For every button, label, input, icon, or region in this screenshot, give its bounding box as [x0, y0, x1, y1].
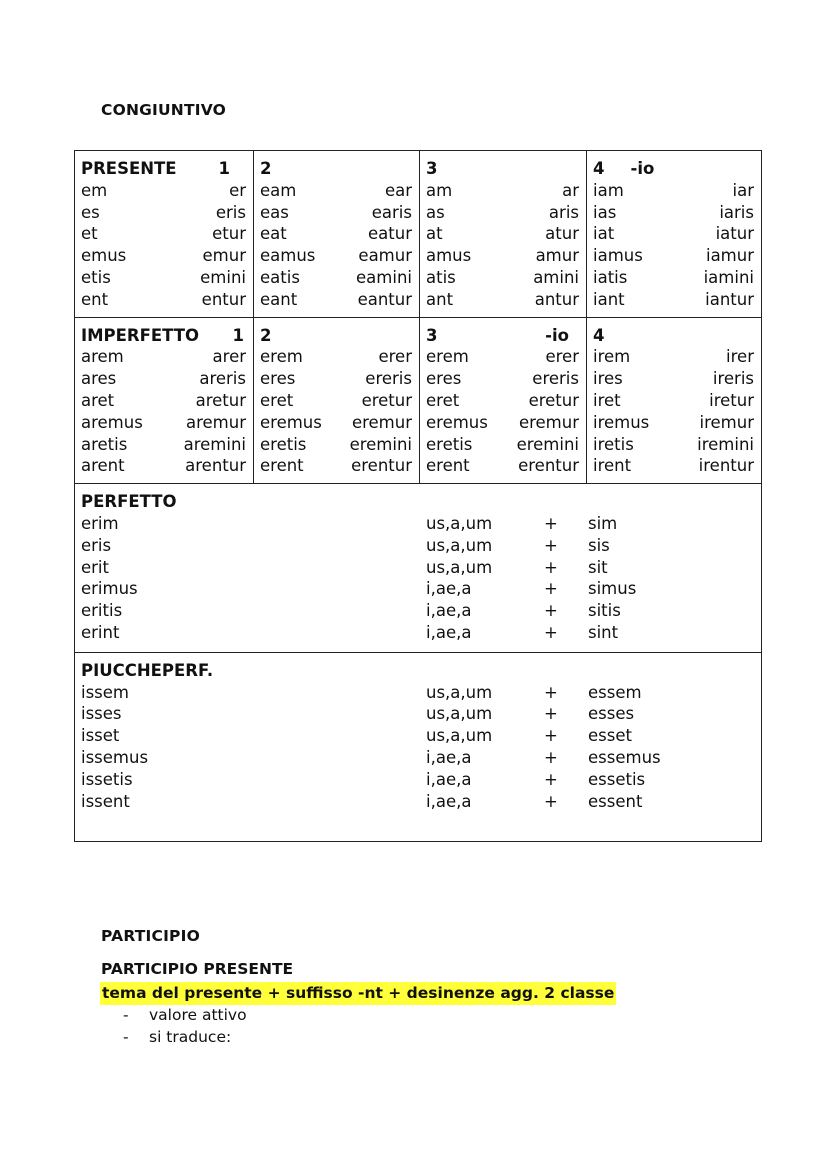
ending-row — [260, 346, 414, 368]
ending-row — [426, 289, 581, 311]
plus-sign: + — [544, 682, 558, 702]
plus-sign: + — [544, 791, 558, 811]
passive-ending: etur — [212, 224, 246, 244]
active-ending: eas — [260, 202, 289, 222]
ending-row — [81, 289, 248, 311]
present-cell-4 — [587, 151, 762, 318]
ending: issem — [81, 682, 130, 702]
ending: erim — [81, 513, 119, 533]
active-ending: emus — [81, 246, 127, 266]
passive-ending: iantur — [705, 289, 754, 309]
participle-ending: i,ae,a — [426, 601, 472, 621]
ending-row — [81, 600, 756, 622]
ending-row — [426, 245, 581, 267]
passive-ending: eremur — [518, 412, 579, 432]
ending-row — [426, 368, 581, 390]
ending-row — [81, 202, 248, 224]
ending-row — [593, 390, 756, 412]
passive-ending: erer — [545, 347, 579, 367]
auxiliary-form: esses — [588, 704, 635, 724]
ending-row — [260, 202, 414, 224]
conjugation-number: 3 — [426, 325, 438, 345]
cell-header — [593, 325, 756, 347]
io-label: -io — [630, 159, 655, 178]
active-ending: ias — [593, 202, 617, 222]
active-ending: eamus — [260, 246, 316, 266]
present-cell-1 — [75, 151, 254, 318]
auxiliary-form: simus — [588, 579, 637, 599]
ending-row — [81, 223, 248, 245]
participle-ending: us,a,um — [426, 682, 493, 702]
active-ending: ires — [593, 369, 623, 389]
active-ending: es — [81, 202, 100, 222]
active-ending: eretis — [260, 434, 307, 454]
participle-ending: i,ae,a — [426, 579, 472, 599]
ending-row — [260, 368, 414, 390]
cell-header — [260, 158, 414, 180]
active-ending: irem — [593, 347, 631, 367]
passive-ending: areris — [199, 369, 246, 389]
section-title-conjunctive: CONGIUNTIVO — [101, 101, 227, 119]
ending: isses — [81, 704, 122, 724]
passive-ending: er — [229, 180, 246, 200]
ending-row — [593, 455, 756, 477]
active-ending: eret — [426, 390, 460, 410]
plus-sign: + — [544, 622, 558, 642]
bullet-dash: - — [123, 1006, 129, 1024]
ending-row — [426, 267, 581, 289]
conjugation-number: 3 — [426, 159, 438, 178]
ending-row — [426, 346, 581, 368]
active-ending: etis — [81, 267, 111, 287]
ending-row — [81, 557, 756, 579]
passive-ending: ereris — [365, 369, 412, 389]
auxiliary-form: sitis — [588, 601, 621, 621]
passive-ending: erentur — [351, 456, 412, 476]
ending-row — [593, 368, 756, 390]
passive-ending: arentur — [185, 456, 246, 476]
passive-ending: eris — [215, 202, 246, 222]
passive-ending: iretur — [709, 390, 754, 410]
ending-row — [426, 223, 581, 245]
passive-ending: iatur — [715, 224, 754, 244]
auxiliary-form: essent — [588, 791, 643, 811]
active-ending: iamus — [593, 246, 643, 266]
active-ending: ares — [81, 369, 117, 389]
active-ending: eres — [260, 369, 296, 389]
plus-sign: + — [544, 769, 558, 789]
ending: eris — [81, 535, 112, 555]
imperfect-cell-2 — [254, 317, 420, 484]
participle-ending: us,a,um — [426, 535, 493, 555]
ending-row — [81, 513, 756, 535]
active-ending: amus — [426, 246, 472, 266]
passive-ending: emini — [200, 267, 246, 287]
auxiliary-form: sint — [588, 622, 619, 642]
ending-row — [81, 769, 756, 791]
ending: eritis — [81, 601, 123, 621]
participle-ending: i,ae,a — [426, 791, 472, 811]
passive-ending: irentur — [698, 456, 754, 476]
passive-ending: aremur — [186, 412, 246, 432]
active-ending: aret — [81, 390, 115, 410]
ending-row — [593, 434, 756, 456]
active-ending: ant — [426, 289, 454, 309]
list-item — [101, 1026, 247, 1048]
cell-header — [81, 325, 248, 347]
passive-ending: amur — [535, 246, 579, 266]
passive-ending: eremur — [351, 412, 412, 432]
pluperfect-row — [75, 652, 762, 842]
tense-label: IMPERFETTO — [81, 325, 200, 345]
perfect-cell — [75, 484, 762, 653]
passive-ending: iamur — [705, 246, 754, 266]
passive-ending: eantur — [357, 289, 412, 309]
passive-ending: eamur — [358, 246, 412, 266]
ending-row — [426, 180, 581, 202]
active-ending: iatis — [593, 267, 628, 287]
auxiliary-form: sit — [588, 557, 608, 577]
participle-formula-highlight: tema del presente + suffisso -nt + desinenze agg. 2 classe — [100, 982, 616, 1005]
ending-row — [426, 390, 581, 412]
active-ending: iant — [593, 289, 625, 309]
ending-row — [81, 747, 756, 769]
plus-sign: + — [544, 747, 558, 767]
perfect-row — [75, 484, 762, 653]
active-ending: at — [426, 224, 443, 244]
passive-ending: iaris — [719, 202, 754, 222]
auxiliary-form: sim — [588, 513, 618, 533]
plus-sign: + — [544, 557, 558, 577]
conjugation-number: 2 — [260, 325, 272, 345]
conjugation-number: 1 — [218, 159, 230, 178]
imperfect-row — [75, 317, 762, 484]
active-ending: arem — [81, 347, 124, 367]
passive-ending: iamini — [703, 267, 754, 287]
ending-row — [81, 703, 756, 725]
tense-label: PIUCCHEPERF. — [81, 660, 214, 680]
active-ending: atis — [426, 267, 456, 287]
active-ending: erem — [260, 347, 303, 367]
active-ending: eatis — [260, 267, 300, 287]
ending-row — [81, 622, 756, 644]
ending-row — [81, 412, 248, 434]
active-ending: iremus — [593, 412, 650, 432]
passive-ending: erer — [378, 347, 412, 367]
auxiliary-form: essemus — [588, 747, 661, 767]
ending-row — [81, 725, 756, 747]
ending-row — [593, 346, 756, 368]
auxiliary-form: sis — [588, 535, 610, 555]
plus-sign: + — [544, 513, 558, 533]
passive-ending: eatur — [368, 224, 412, 244]
active-ending: iretis — [593, 434, 634, 454]
passive-ending: eamini — [356, 267, 412, 287]
ending-row — [260, 390, 414, 412]
pluperfect-cell — [75, 652, 762, 842]
passive-ending: earis — [371, 202, 412, 222]
ending-row — [260, 434, 414, 456]
ending-row — [593, 180, 756, 202]
passive-ending: eremini — [516, 434, 579, 454]
ending-row — [260, 412, 414, 434]
active-ending: erem — [426, 347, 469, 367]
plus-sign: + — [544, 726, 558, 746]
list-item — [101, 1004, 247, 1026]
active-ending: irent — [593, 456, 632, 476]
active-ending: eam — [260, 180, 297, 200]
ending: erit — [81, 557, 109, 577]
passive-ending: aremini — [183, 434, 246, 454]
present-cell-2 — [254, 151, 420, 318]
imperfect-cell-4 — [587, 317, 762, 484]
plus-sign: + — [544, 601, 558, 621]
ending: issemus — [81, 747, 149, 767]
ending-row — [81, 346, 248, 368]
cell-header — [426, 158, 581, 180]
tense-label: PERFETTO — [81, 492, 177, 512]
ending: erint — [81, 622, 120, 642]
ending-row — [426, 412, 581, 434]
participle-ending: us,a,um — [426, 704, 493, 724]
ending-row — [593, 202, 756, 224]
auxiliary-form: essem — [588, 682, 642, 702]
cell-header — [426, 325, 581, 347]
ending-row — [81, 535, 756, 557]
conjugation-number: 4 — [593, 325, 605, 345]
conjugation-number: 1 — [232, 325, 244, 345]
ending-row — [260, 455, 414, 477]
active-ending: erent — [260, 456, 304, 476]
participle-ending: us,a,um — [426, 557, 493, 577]
active-ending: arent — [81, 456, 125, 476]
ending-row — [260, 245, 414, 267]
ending-row — [81, 682, 756, 704]
imperfect-cell-3 — [420, 317, 587, 484]
passive-ending: aretur — [195, 390, 246, 410]
participle-ending: us,a,um — [426, 726, 493, 746]
active-ending: et — [81, 224, 98, 244]
tense-label: PRESENTE — [81, 159, 177, 178]
active-ending: eres — [426, 369, 462, 389]
passive-ending: aris — [548, 202, 579, 222]
imperfect-cell-1 — [75, 317, 254, 484]
passive-ending: eremini — [349, 434, 412, 454]
active-ending: eretis — [426, 434, 473, 454]
passive-ending: iremini — [697, 434, 754, 454]
ending-row — [260, 289, 414, 311]
participle-ending: us,a,um — [426, 513, 493, 533]
participle-ending: i,ae,a — [426, 622, 472, 642]
active-ending: eret — [260, 390, 294, 410]
ending: issetis — [81, 769, 133, 789]
ending-row — [593, 267, 756, 289]
ending-row — [426, 455, 581, 477]
active-ending: iret — [593, 390, 621, 410]
active-ending: ent — [81, 289, 109, 309]
list-item-text: valore attivo — [149, 1006, 247, 1024]
active-ending: em — [81, 180, 108, 200]
participle-subtitle: PARTICIPIO PRESENTE — [101, 960, 294, 978]
passive-ending: antur — [534, 289, 579, 309]
plus-sign: + — [544, 704, 558, 724]
passive-ending: iremur — [699, 412, 754, 432]
ending-row — [593, 223, 756, 245]
active-ending: iat — [593, 224, 615, 244]
active-ending: am — [426, 180, 453, 200]
participle-ending: i,ae,a — [426, 769, 472, 789]
passive-ending: atur — [545, 224, 579, 244]
conjugation-number: 4 — [593, 159, 605, 178]
ending-row — [81, 180, 248, 202]
passive-ending: amini — [533, 267, 579, 287]
ending: erimus — [81, 579, 138, 599]
passive-ending: ireris — [712, 369, 754, 389]
passive-ending: ear — [384, 180, 412, 200]
auxiliary-form: esset — [588, 726, 632, 746]
passive-ending: arer — [212, 347, 246, 367]
cell-header — [81, 158, 248, 180]
participle-notes-list — [101, 1004, 247, 1048]
active-ending: eremus — [426, 412, 488, 432]
auxiliary-form: essetis — [588, 769, 646, 789]
plus-sign: + — [544, 579, 558, 599]
active-ending: aretis — [81, 434, 128, 454]
ending-row — [260, 223, 414, 245]
passive-ending: ar — [562, 180, 579, 200]
conjugation-number: 2 — [260, 159, 272, 178]
ending-row — [593, 412, 756, 434]
ending: issent — [81, 791, 130, 811]
passive-ending: emur — [202, 246, 246, 266]
ending-row — [81, 390, 248, 412]
active-ending: eat — [260, 224, 287, 244]
cell-header — [260, 325, 414, 347]
plus-sign: + — [544, 535, 558, 555]
ending-row — [426, 434, 581, 456]
io-label: -io — [545, 325, 569, 345]
cell-header — [593, 158, 756, 180]
passive-ending: eretur — [528, 390, 579, 410]
ending-row — [81, 267, 248, 289]
ending-row — [593, 245, 756, 267]
active-ending: aremus — [81, 412, 143, 432]
ending-row — [260, 267, 414, 289]
active-ending: as — [426, 202, 445, 222]
ending-row — [426, 202, 581, 224]
passive-ending: irer — [726, 347, 754, 367]
ending-row — [81, 368, 248, 390]
present-row — [75, 151, 762, 318]
active-ending: eremus — [260, 412, 322, 432]
active-ending: erent — [426, 456, 470, 476]
ending-row — [81, 455, 248, 477]
passive-ending: erentur — [518, 456, 579, 476]
ending-row — [81, 245, 248, 267]
conjunctive-table — [74, 150, 762, 842]
passive-ending: entur — [201, 289, 246, 309]
passive-ending: ereris — [532, 369, 579, 389]
passive-ending: iar — [732, 180, 754, 200]
ending: isset — [81, 726, 120, 746]
participle-ending: i,ae,a — [426, 747, 472, 767]
bullet-dash: - — [123, 1028, 129, 1046]
ending-row — [81, 578, 756, 600]
passive-ending: eretur — [361, 390, 412, 410]
present-cell-3 — [420, 151, 587, 318]
ending-row — [81, 791, 756, 813]
active-ending: iam — [593, 180, 624, 200]
active-ending: eant — [260, 289, 298, 309]
ending-row — [593, 289, 756, 311]
list-item-text: si traduce: — [149, 1028, 232, 1046]
ending-row — [81, 434, 248, 456]
ending-row — [260, 180, 414, 202]
section-title-participle: PARTICIPIO — [101, 927, 200, 945]
